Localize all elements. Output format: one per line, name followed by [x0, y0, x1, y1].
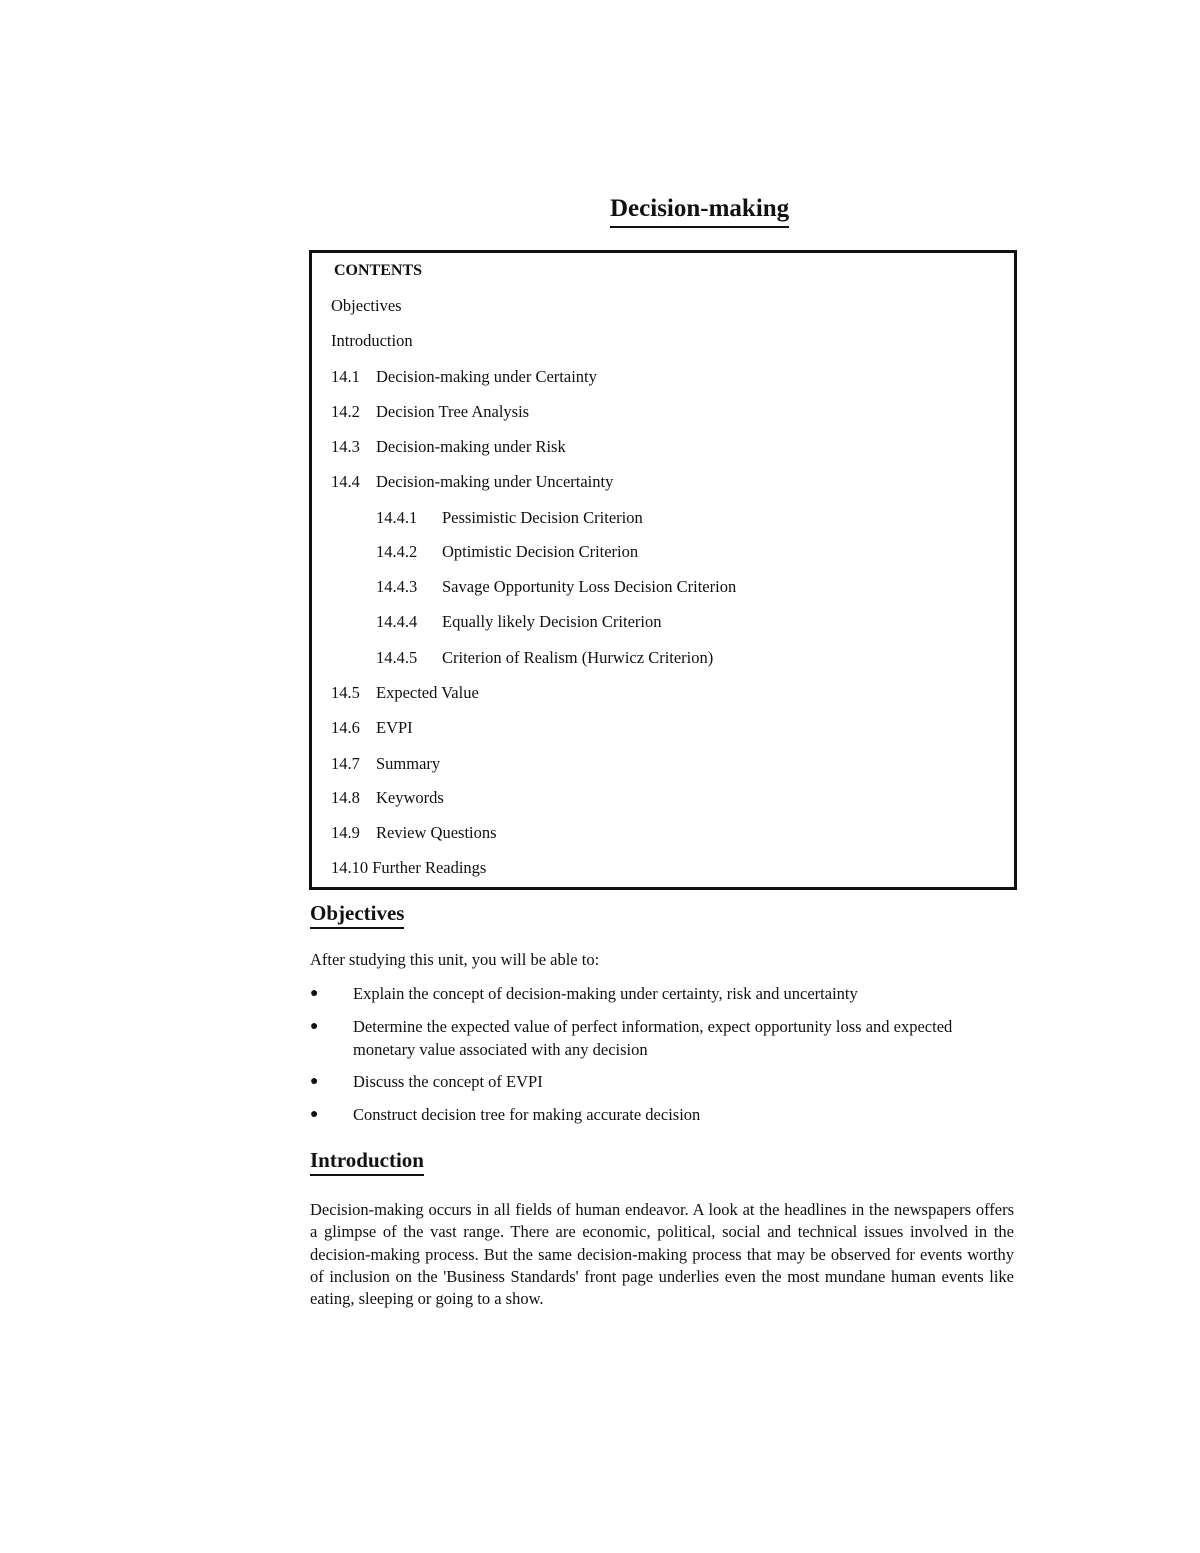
toc-item-label: Decision-making under Risk: [376, 437, 566, 456]
toc-item-number: 14.4.5: [376, 648, 418, 667]
toc-item-number: 14.8: [331, 788, 360, 807]
toc-item-objectives: [331, 295, 402, 317]
toc-item-14-2: [331, 401, 529, 423]
toc-item-14-8: [331, 787, 444, 809]
objective-bullet: [310, 1104, 1014, 1127]
toc-item-number: 14.1: [331, 367, 360, 386]
objective-bullet: [310, 1016, 1014, 1061]
objectives-intro: After studying this unit, you will be able to:: [310, 950, 600, 969]
toc-item-14-4-5: [376, 647, 713, 669]
toc-item-number: 14.7: [331, 754, 360, 773]
bullet-icon: ●: [310, 1019, 319, 1034]
toc-item-14-4: [331, 471, 613, 493]
bullet-text: Discuss the concept of EVPI: [353, 1072, 543, 1091]
toc-item-label: Introduction: [331, 331, 413, 350]
toc-item-14-3: [331, 436, 566, 458]
introduction-paragraph: Decision-making occurs in all fields of human endeavor. A look at the headlines in the newspapers offers a glimpse of the vast range. There are economic, political, social and technical issues involved in the decision-making process. But the same decision-making process that may be observed for events worthy of inclusion on the 'Business Standards' front page underlies even the most mundane human events like eating, sleeping or going to a show.: [310, 1200, 1014, 1309]
toc-item-label: Review Questions: [376, 823, 497, 842]
contents-heading: CONTENTS: [334, 262, 423, 279]
toc-item-number: 14.6: [331, 718, 360, 737]
toc-item-label: Pessimistic Decision Criterion: [442, 508, 643, 527]
toc-item-label: Equally likely Decision Criterion: [442, 612, 662, 631]
toc-item-label: Keywords: [376, 788, 444, 807]
toc-item-number: 14.4.1: [376, 508, 418, 527]
toc-item-14-7: [331, 753, 440, 775]
toc-item-14-4-4: [376, 611, 662, 633]
toc-item-14-5: [331, 682, 479, 704]
toc-item-14-6: [331, 717, 413, 739]
toc-item-number: 14.3: [331, 437, 360, 456]
toc-item-label: Summary: [376, 754, 441, 773]
toc-item-14-1: [331, 366, 597, 388]
toc-item-label: Further Readings: [372, 858, 487, 877]
introduction-heading: Introduction: [310, 1147, 424, 1176]
toc-item-number: 14.2: [331, 402, 360, 421]
contents-box: [309, 250, 1017, 890]
toc-item-label: Savage Opportunity Loss Decision Criterion: [442, 577, 737, 596]
toc-item-label: Objectives: [331, 296, 402, 315]
toc-item-14-4-1: [376, 507, 643, 529]
page-title: Decision-making: [610, 194, 789, 228]
toc-item-14-9: [331, 822, 497, 844]
bullet-icon: ●: [310, 1107, 319, 1122]
toc-item-number: 14.4.3: [376, 577, 418, 596]
bullet-icon: ●: [310, 1074, 319, 1089]
toc-item-label: Decision-making under Certainty: [376, 367, 597, 386]
toc-item-introduction: [331, 330, 413, 352]
objective-bullet: [310, 1071, 1014, 1094]
toc-item-number: 14.4.4: [376, 612, 418, 631]
toc-item-label: Criterion of Realism (Hurwicz Criterion): [442, 648, 714, 667]
toc-item-number: 14.4.2: [376, 542, 418, 561]
toc-item-number: 14.5: [331, 683, 360, 702]
objective-bullet: [310, 983, 1014, 1006]
bullet-text: Explain the concept of decision-making under certainty, risk and uncertainty: [353, 984, 858, 1003]
toc-item-14-4-2: [376, 541, 638, 563]
toc-item-label: Expected Value: [376, 683, 479, 702]
bullet-text: Determine the expected value of perfect information, expect opportunity loss and expected monetary value associated with any decision: [353, 1017, 953, 1059]
bullet-icon: ●: [310, 986, 319, 1001]
objectives-heading: Objectives: [310, 900, 404, 929]
toc-item-label: Optimistic Decision Criterion: [442, 542, 639, 561]
toc-item-number: 14.9: [331, 823, 360, 842]
toc-item-number: 14.4: [331, 472, 360, 491]
toc-item-14-4-3: [376, 576, 736, 598]
toc-item-label: Decision Tree Analysis: [376, 402, 530, 421]
toc-item-label: Decision-making under Uncertainty: [376, 472, 614, 491]
toc-item-14-10: [331, 857, 486, 879]
toc-item-label: EVPI: [376, 718, 413, 737]
bullet-text: Construct decision tree for making accurate decision: [353, 1105, 701, 1124]
toc-item-number: 14.10: [331, 858, 369, 877]
